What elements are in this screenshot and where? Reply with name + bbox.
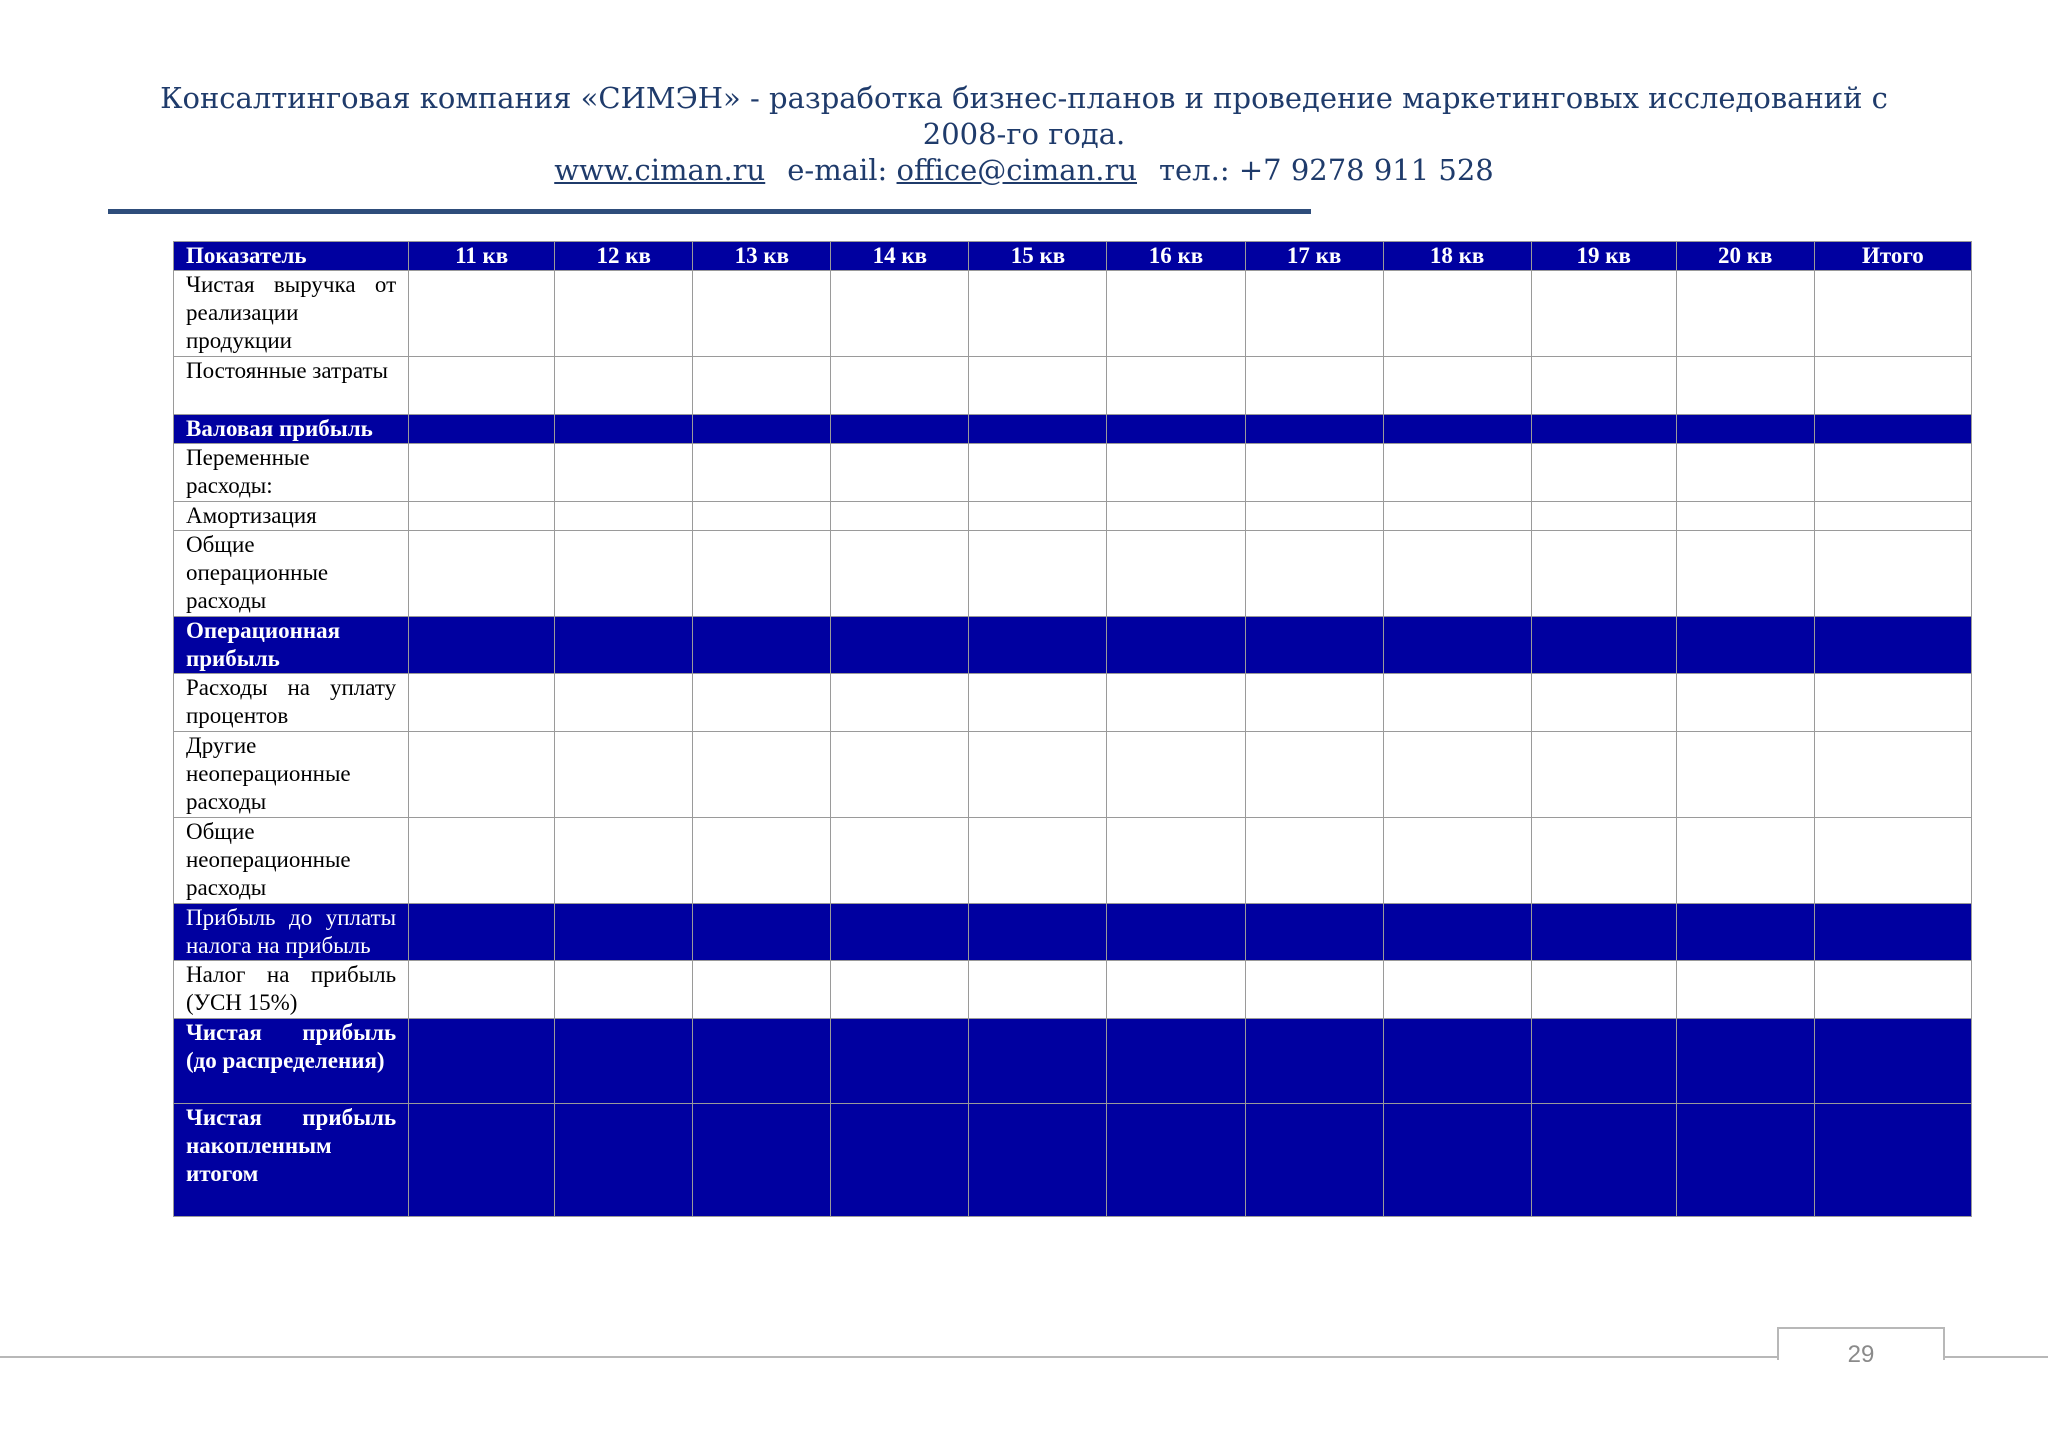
- table-row: [174, 271, 1972, 357]
- table-row: [174, 617, 1972, 674]
- header-divider: [108, 209, 1311, 214]
- column-header: Итого: [1814, 242, 1971, 271]
- footer-rule-left: [0, 1356, 1778, 1358]
- table-row: [174, 818, 1972, 904]
- table-row: [174, 961, 1972, 1019]
- column-header: 18 кв: [1383, 242, 1531, 271]
- website-link[interactable]: www.ciman.ru: [554, 153, 766, 187]
- row-label: Амортизация: [174, 502, 409, 531]
- column-header: 16 кв: [1107, 242, 1245, 271]
- row-label: Общие неоперационные расходы: [174, 818, 409, 904]
- table-row: [174, 1019, 1972, 1104]
- column-header: 13 кв: [693, 242, 831, 271]
- phone-text: тел.: +7 9278 911 528: [1159, 153, 1494, 187]
- table-row: [174, 732, 1972, 818]
- table-row: [174, 904, 1972, 961]
- footer-rule-right: [1940, 1356, 2048, 1358]
- table-row: [174, 415, 1972, 444]
- email-label: e-mail:: [787, 153, 888, 187]
- row-label: Прибыль до уплаты налога на прибыль: [174, 904, 409, 961]
- table-row: [174, 1104, 1972, 1217]
- row-label: Общие операционные расходы: [174, 531, 409, 617]
- financial-table: [173, 241, 1972, 1217]
- row-label: Расходы на уплату процентов: [174, 674, 409, 732]
- table-row: [174, 502, 1972, 531]
- row-label: Чистая прибыль накопленным итогом: [174, 1104, 409, 1217]
- table-row: [174, 444, 1972, 502]
- page-header: [0, 80, 2048, 188]
- column-header: 12 кв: [555, 242, 693, 271]
- header-contacts: [0, 152, 2048, 188]
- row-label: Постоянные затраты: [174, 357, 409, 415]
- column-header: 15 кв: [969, 242, 1107, 271]
- table-row: [174, 674, 1972, 732]
- header-title-line2: 2008-го года.: [922, 117, 1126, 151]
- row-label: Другие неоперационные расходы: [174, 732, 409, 818]
- page-number: 29: [1847, 1341, 1875, 1364]
- column-header: 17 кв: [1245, 242, 1383, 271]
- table-header-row: [174, 242, 1972, 271]
- table-row: [174, 357, 1972, 415]
- header-title-line1: Консалтинговая компания «СИМЭН» - разработка бизнес-планов и проведение маркетинговых исследований с: [160, 81, 1888, 115]
- column-header: 11 кв: [409, 242, 555, 271]
- row-label: Чистая выручка от реализации продукции: [174, 271, 409, 357]
- row-label: Переменные расходы:: [174, 444, 409, 502]
- column-header: 14 кв: [831, 242, 969, 271]
- column-header: Показатель: [174, 242, 409, 271]
- email-link[interactable]: office@ciman.ru: [896, 153, 1138, 187]
- row-label: Операционная прибыль: [174, 617, 409, 674]
- column-header: 20 кв: [1676, 242, 1814, 271]
- row-label: Валовая прибыль: [174, 415, 409, 444]
- table-row: [174, 531, 1972, 617]
- row-label: Чистая прибыль (до распределения): [174, 1019, 409, 1104]
- column-header: 19 кв: [1531, 242, 1676, 271]
- row-label: Налог на прибыль (УСН 15%): [174, 961, 409, 1019]
